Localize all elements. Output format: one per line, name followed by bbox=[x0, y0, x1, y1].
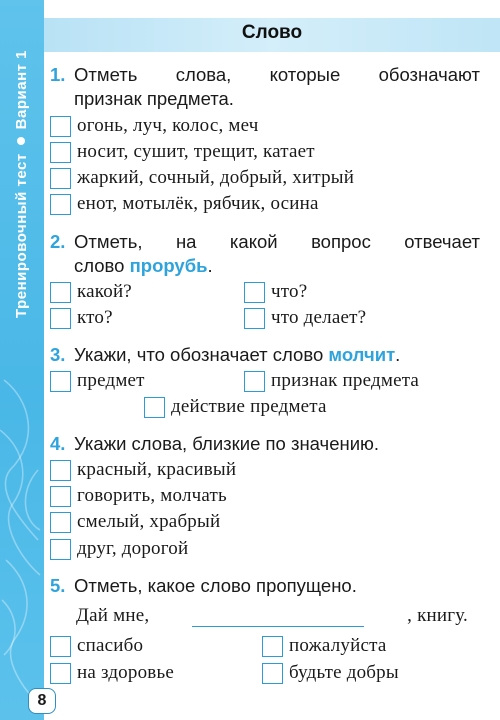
option-1a[interactable]: огонь, луч, колос, меч bbox=[50, 114, 259, 138]
question-text-line1: Отметь слова, которые обозначают bbox=[74, 64, 480, 85]
side-label-variant: Вариант 1 bbox=[12, 50, 30, 130]
question-1 bbox=[50, 63, 480, 111]
question-text: Укажи слова, близкие по значению. bbox=[74, 433, 380, 454]
page-number: 8 bbox=[28, 688, 56, 714]
checkbox[interactable] bbox=[50, 636, 71, 657]
checkbox[interactable] bbox=[144, 397, 165, 418]
checkbox[interactable] bbox=[244, 308, 265, 329]
section-header bbox=[44, 18, 500, 52]
checkbox[interactable] bbox=[262, 636, 283, 657]
checkbox[interactable] bbox=[50, 282, 71, 303]
question-2 bbox=[50, 230, 480, 278]
option-3a[interactable]: предмет bbox=[50, 369, 145, 393]
question-text: Отметь, какое слово пропущено. bbox=[74, 575, 357, 596]
checkbox[interactable] bbox=[50, 512, 71, 533]
question-4 bbox=[50, 432, 480, 456]
checkbox[interactable] bbox=[50, 460, 71, 481]
option-5c[interactable]: на здоровье bbox=[50, 661, 174, 685]
highlighted-word: молчит bbox=[328, 344, 396, 365]
side-label-test: Тренировочный тест bbox=[12, 153, 30, 318]
page-title: Слово bbox=[241, 22, 303, 43]
side-label bbox=[8, 28, 34, 318]
question-number: 5. bbox=[50, 575, 66, 596]
side-ribbon bbox=[0, 0, 44, 720]
option-1d[interactable]: енот, мотылёк, рябчик, осина bbox=[50, 192, 319, 216]
checkbox[interactable] bbox=[50, 142, 71, 163]
checkbox[interactable] bbox=[50, 308, 71, 329]
fill-in-sentence: Дай мне, , книгу. bbox=[76, 605, 468, 626]
option-4a[interactable]: красный, красивый bbox=[50, 458, 236, 482]
checkbox[interactable] bbox=[50, 371, 71, 392]
option-4b[interactable]: говорить, молчать bbox=[50, 484, 227, 508]
checkbox[interactable] bbox=[50, 663, 71, 684]
highlighted-word: прорубь bbox=[129, 255, 208, 276]
question-text-line2: слово прорубь. bbox=[74, 255, 213, 276]
option-1b[interactable]: носит, сушит, трещит, катает bbox=[50, 140, 315, 164]
checkbox[interactable] bbox=[50, 116, 71, 137]
option-2a[interactable]: какой? bbox=[50, 280, 132, 304]
checkbox[interactable] bbox=[262, 663, 283, 684]
option-2b[interactable]: что? bbox=[244, 280, 307, 304]
option-1c[interactable]: жаркий, сочный, добрый, хитрый bbox=[50, 166, 354, 190]
bullet-dot-icon bbox=[17, 137, 25, 145]
question-number: 3. bbox=[50, 344, 66, 365]
option-5d[interactable]: будьте добры bbox=[262, 661, 399, 685]
question-text-line1: Отметь, на какой вопрос отвечает bbox=[74, 231, 480, 252]
question-number: 1. bbox=[50, 64, 66, 85]
option-5b[interactable]: пожалуйста bbox=[262, 634, 386, 658]
question-3: 3. Укажи, что обозначает слово молчит. bbox=[50, 344, 401, 365]
option-4c[interactable]: смелый, храбрый bbox=[50, 510, 220, 534]
answer-blank-line[interactable] bbox=[192, 609, 364, 627]
checkbox[interactable] bbox=[50, 168, 71, 189]
checkbox[interactable] bbox=[50, 486, 71, 507]
question-text: Укажи, что обозначает слово bbox=[74, 344, 329, 365]
checkbox[interactable] bbox=[50, 539, 71, 560]
question-number: 4. bbox=[50, 433, 66, 454]
checkbox[interactable] bbox=[244, 371, 265, 392]
checkbox[interactable] bbox=[244, 282, 265, 303]
option-2c[interactable]: кто? bbox=[50, 306, 113, 330]
question-number: 2. bbox=[50, 231, 66, 252]
option-3b[interactable]: признак предмета bbox=[244, 369, 419, 393]
option-4d[interactable]: друг, дорогой bbox=[50, 537, 188, 561]
checkbox[interactable] bbox=[50, 194, 71, 215]
option-5a[interactable]: спасибо bbox=[50, 634, 143, 658]
option-3c[interactable]: действие предмета bbox=[144, 395, 327, 419]
option-2d[interactable]: что делает? bbox=[244, 306, 366, 330]
question-text-line2: признак предмета. bbox=[74, 88, 234, 109]
question-5 bbox=[50, 574, 480, 598]
